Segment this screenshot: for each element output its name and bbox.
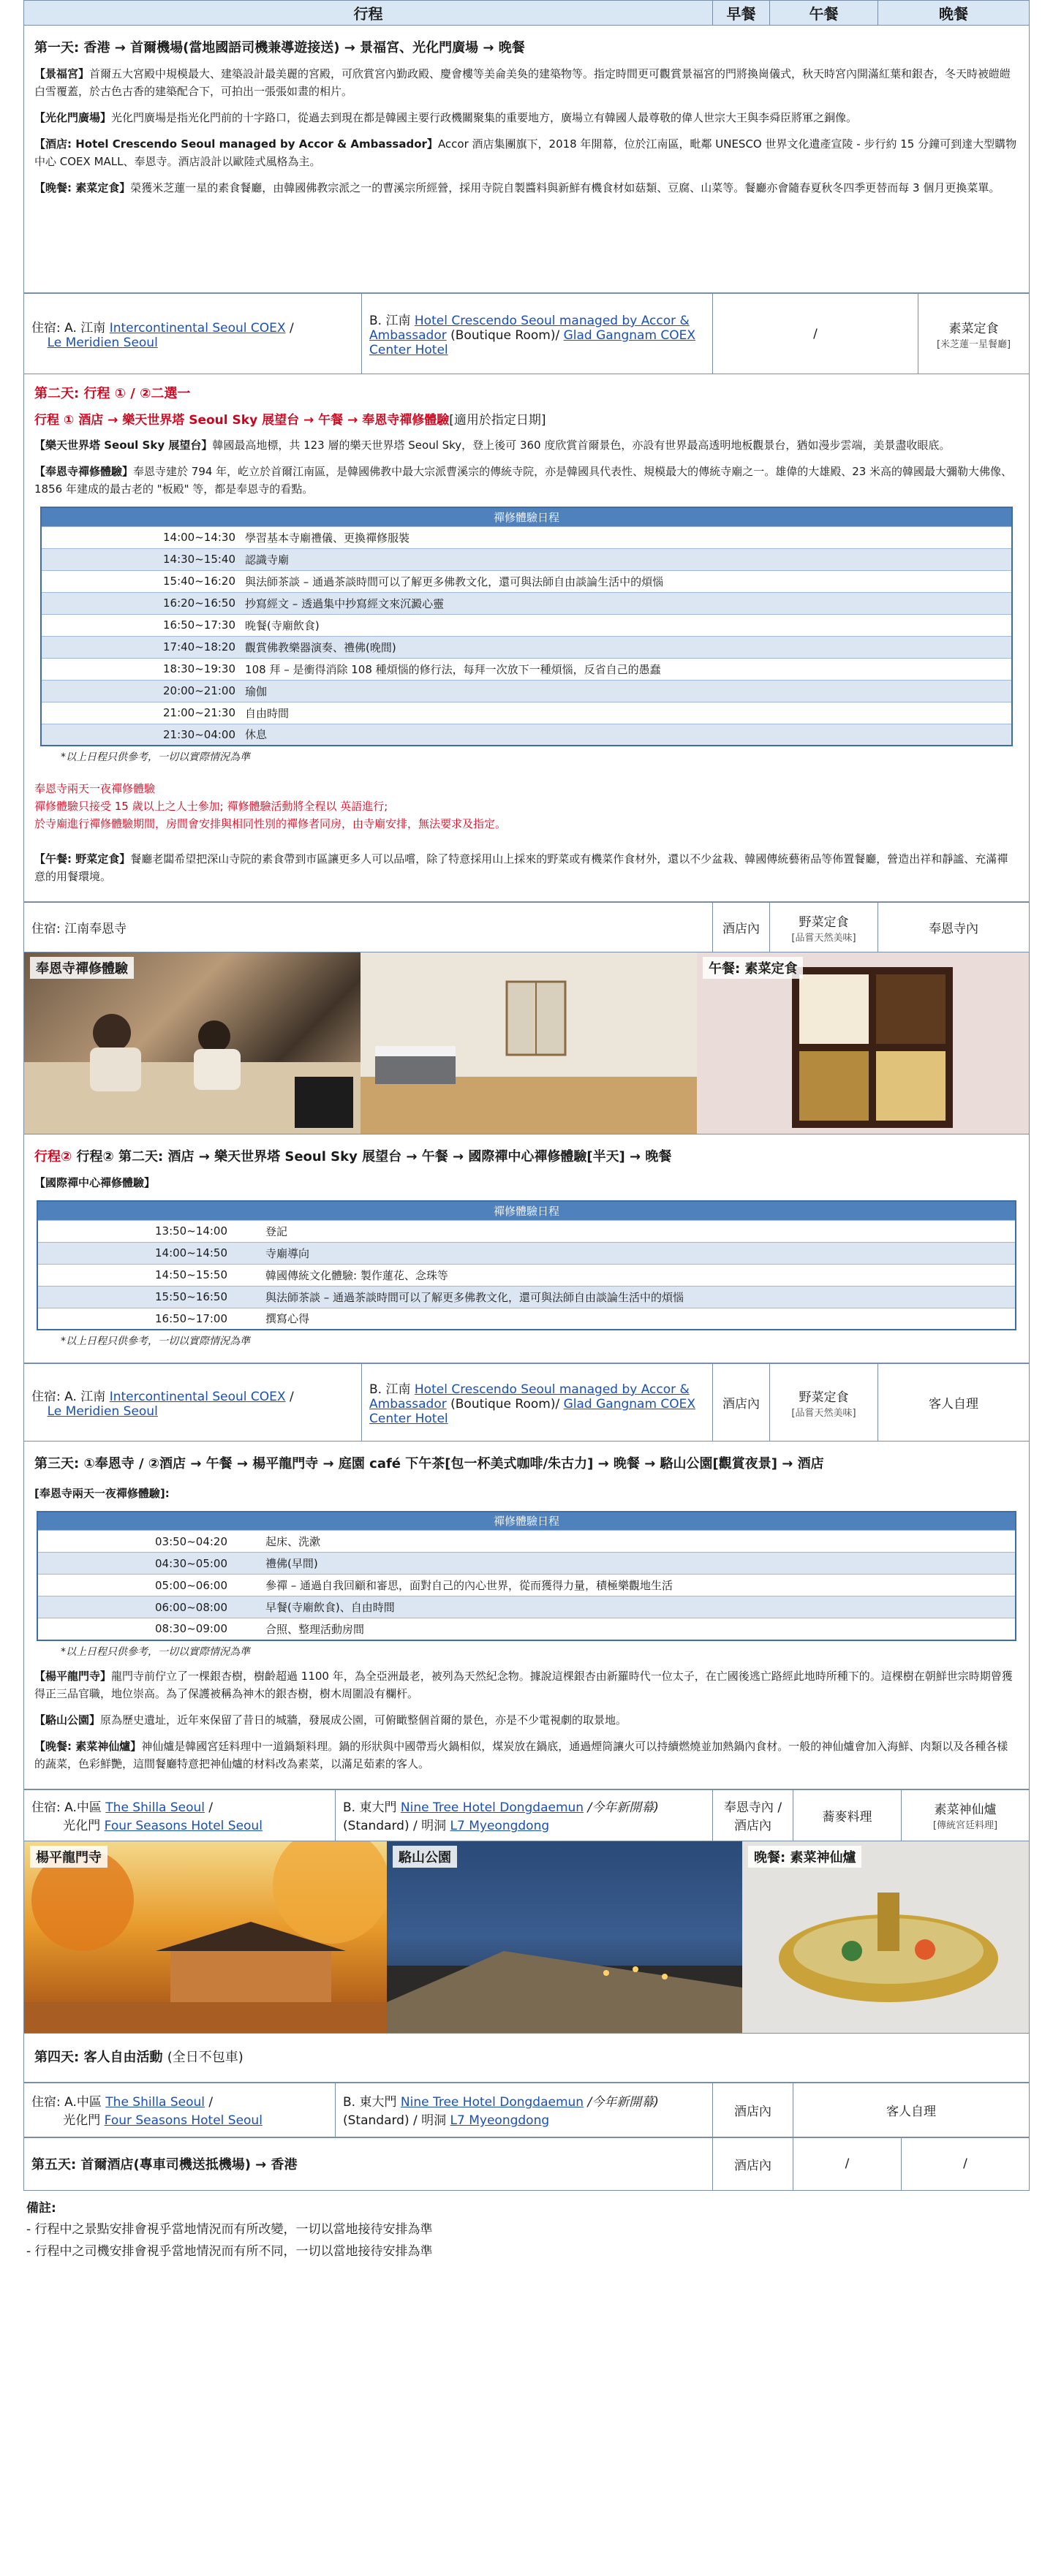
day3-dinner-desc: 【晚餐: 素菜神仙爐】神仙爐是韓國宮廷料理中一道鍋類料理。鍋的形狀與中國帶焉火鍋相似，煤炭放在鍋底，通過煙筒讓火可以持續燃燒並加熱鍋內食材。一般的神仙爐會加入海鮮、肉類以及各種各樣的蔬菜，色彩鮮艷，這間餐廳特意把神仙爐的材料改為素菜，以滿足茹素的客人。 [34,1739,1008,1770]
schedule-row [37,1596,1016,1618]
day3-photos [23,1841,1030,2033]
hotel-four-seasons-link[interactable]: Four Seasons Hotel Seoul [104,1819,263,1834]
day1-hotel-desc: 【酒店: Hotel Crescendo Seoul managed by Accor & Ambassador】Accor 酒店集團旗下，2018 年開幕，位於江南區，毗鄰 UNESCO 世界文化遺產宣陵 - 步行約 15 分鐘可到達大型購物中心 COEX MALL、奉恩寺。酒店設計以歐陸式風格為主。 [34,137,1017,168]
day2-hotel: 住宿: 江南奉恩寺 [24,903,713,952]
photo-yongmunsa [24,1841,387,2033]
day2b-zen-center: 【國際禪中心禪修體驗】 [34,1176,156,1189]
photo-sinseollo-label: 晚餐: 素菜神仙爐 [748,1846,861,1868]
day1-title: 第一天: 香港 → 首爾機場(當地國語司機兼導遊接送) → 景福宮、光化門廣場 → 晚餐 [34,40,525,56]
schedule-time: 13:50~14:00 [37,1220,257,1242]
schedule-note: *以上日程只供參考，一切以實際情況為準 [61,1645,250,1658]
schedule-desc: 學習基本寺廟禮儀、更換禪修服裝 [236,526,1012,548]
schedule-heading: 禪修體驗日程 [37,1512,1016,1531]
schedule-desc: 韓國傳統文化體驗: 製作蓮花、念珠等 [257,1264,1016,1286]
schedule-time: 16:50~17:30 [41,614,236,636]
hotel-l7-link[interactable]: L7 Myeongdong [450,1819,550,1834]
day1-gwanghwamun: 【光化門廣場】光化門廣場是指光化門前的十字路口，從過去到現在都是韓國主要行政機關聚集的重要地方，廣場立有韓國人最尊敬的偉人世宗大王與李舜臣將軍之銅像。 [34,111,858,124]
day2-lunch: 野菜定食 [品嘗天然美味] [770,903,878,952]
hotel-le-meridien-link[interactable]: Le Meridien Seoul [47,336,158,350]
schedule-desc: 休息 [236,724,1012,746]
schedule-time: 14:30~15:40 [41,548,236,570]
schedule-row [41,636,1012,658]
day1-breakfast-lunch: / [713,294,918,374]
schedule-row [41,614,1012,636]
day2-lunch-desc: 【午餐: 野菜定食】餐廳老闆希望把深山寺院的素食帶到市區讓更多人可以品嚐，除了特意採用山上採來的野菜或有機菜作食材外，還以不少盆栽、韓國傳統藝術品等佈置餐廳，營造出祥和靜謐、充滿禪意的用餐環境。 [34,852,1008,883]
day3-yongmunsa: 【楊平龍門寺】龍門寺前佇立了一棵銀杏樹，樹齡超過 1100 年，為全亞洲最老，被列為天然紀念物。據說這棵銀杏由新羅時代一位太子，在亡國後逃亡路經此地時所種下的。這棵樹在朝鮮世宗時期曾獲得正三品官職，地位崇高。為了保護被稱為神木的銀杏樹，樹木周圍設有欄杆。 [34,1669,1013,1700]
day2-dinner: 奉恩寺內 [878,903,1030,952]
schedule-desc: 撰寫心得 [257,1308,1016,1330]
day4-hotel-row: 住宿: A.中區 The Shilla Seoul / 光化門 Four Seasons Hotel Seoul B. 東大門 Nine Tree Hotel Dongdaemun /今年新開幕) (Standard) / 明洞 L7 Myeongdong 酒店內 客人自理 [23,2083,1030,2137]
hotel-glad-gangnam-link[interactable]: Glad Gangnam COEX Center Hotel [369,1397,696,1426]
day1-dinner-desc: 【晚餐: 素菜定食】榮獲米芝蓮一星的素食餐廳，由韓國佛教宗派之一的曹溪宗所經營，採用寺院自製醬料與新鮮有機食材如菇類、豆腐、山菜等。餐廳亦會隨春夏秋冬四季更替而每 3 個月更換菜單。 [34,181,1000,194]
hotel-le-meridien-link[interactable]: Le Meridien Seoul [47,1404,158,1419]
day2b-breakfast: 酒店內 [713,1364,770,1442]
day2-hotel-row [23,902,1030,952]
schedule-time: 06:00~08:00 [37,1596,257,1618]
schedule-row [41,592,1012,614]
schedule-row [41,724,1012,746]
day2-title: 第二天: 行程 ① / ②二選一 [34,386,191,401]
schedule-time: 21:30~04:00 [41,724,236,746]
day3-sub: [奉恩寺兩天一夜禪修體驗]: [34,1486,170,1500]
hotel-shilla-link[interactable]: The Shilla Seoul [105,1800,205,1816]
room-scene-icon [361,952,697,1134]
hotel-intercontinental-link[interactable]: Intercontinental Seoul COEX [109,321,286,336]
hotel-crescendo-link[interactable]: Hotel Crescendo Seoul managed by Accor & Ambassador [369,314,690,343]
day2-breakfast: 酒店內 [713,903,770,952]
photo-meditation-label: 奉恩寺禪修體驗 [30,957,134,979]
schedule-note: *以上日程只供參考，一切以實際情況為準 [61,751,250,763]
photo-naksan-label: 駱山公園 [393,1846,457,1868]
schedule-time: 16:50~17:00 [37,1308,257,1330]
schedule-heading: 禪修體驗日程 [41,507,1012,526]
schedule-desc: 早餐(寺廟飲食)、自由時間 [257,1596,1016,1618]
schedule-desc: 認識寺廟 [236,548,1012,570]
photo-meditation [24,952,361,1134]
day1-hotel-row: 住宿: A. 江南 Intercontinental Seoul COEX / Le Meridien Seoul B. 江南 Hotel Crescendo Seoul managed by Accor & Ambassador (Boutique Room)/ Glad Gangnam COEX Center Hotel / 素菜定食 [米芝蓮一星餐廳] [23,293,1030,374]
day4-section [23,2033,1030,2083]
schedule-desc: 登記 [257,1220,1016,1242]
header-itinerary: 行程 [24,1,713,26]
photo-vegetable-meal [697,952,1029,1134]
schedule-time: 03:50~04:20 [37,1531,257,1553]
hotel-l7-link[interactable]: L7 Myeongdong [450,2113,550,2129]
schedule-desc: 與法師茶談 – 通過茶談時間可以了解更多佛教文化，還可與法師自由談論生活中的煩惱 [257,1286,1016,1308]
schedule-row [41,526,1012,548]
remarks-item: - 行程中之司機安排會視乎當地情況而有所不同，一切以當地接待安排為準 [26,2244,433,2259]
schedule-row [37,1264,1016,1286]
header-breakfast: 早餐 [713,1,770,26]
day3-section [23,1442,1030,1789]
schedule-heading: 禪修體驗日程 [37,1201,1016,1220]
hotel-nine-tree-link[interactable]: Nine Tree Hotel Dongdaemun [400,1800,584,1816]
schedule-desc: 抄寫經文 – 透過集中抄寫經文來沉澱心靈 [236,592,1012,614]
day2b-schedule-table [37,1200,1016,1330]
schedule-row [37,1553,1016,1575]
schedule-time: 05:00~06:00 [37,1575,257,1596]
schedule-desc: 觀賞佛教樂器演奏、禮佛(晚間) [236,636,1012,658]
day1-section [23,26,1030,293]
schedule-desc: 參禪 – 通過自我回顧和審思，面對自己的內心世界，從而獲得力量，積極樂觀地生活 [257,1575,1016,1596]
day2-schedule-table [40,507,1013,746]
schedule-row [37,1618,1016,1640]
day5-dinner: / [902,2137,1030,2190]
photo-temple-room [361,952,697,1134]
day5-breakfast: 酒店內 [713,2137,793,2190]
schedule-row [41,702,1012,724]
schedule-desc: 寺廟導向 [257,1242,1016,1264]
photo-meal-label: 午餐: 素菜定食 [703,957,803,979]
schedule-time: 14:00~14:50 [37,1242,257,1264]
day4-breakfast: 酒店內 [713,2083,793,2137]
day2b-lunch: 野菜定食 [品嘗天然美味] [770,1364,878,1442]
schedule-time: 17:40~18:20 [41,636,236,658]
schedule-row [41,570,1012,592]
header-dinner: 晚餐 [878,1,1030,26]
day2-lotte-tower: 【樂天世界塔 Seoul Sky 展望台】韓國最高地標，共 123 層的樂天世界塔 Seoul Sky，登上後可 360 度欣賞首爾景色，亦設有世界最高透明地板觀景台，猶如漫步雲端，美景盡收眼底。 [34,439,951,452]
remarks-item: - 行程中之景點安排會視乎當地情況而有所改變，一切以當地接待安排為準 [26,2222,433,2238]
day3-schedule-table [37,1511,1016,1641]
schedule-row [41,658,1012,680]
day2-option1-title: 行程 ① 酒店 → 樂天世界塔 Seoul Sky 展望台 → 午餐 → 奉恩寺禪修體驗[適用於指定日期] [34,413,546,428]
day2-red-notice: 奉恩寺兩天一夜禪修體驗 禪修體驗只接受 15 歲以上之人士參加; 禪修體驗活動將全程以 英語進行; 於寺廟進行禪修體驗期間，房間會安排與相同性別的禪修者同房，由寺廟安排，無法要求及指定。 [34,782,507,830]
day3-dinner: 素菜神仙爐 [傳統宮廷料理] [902,1789,1030,1841]
schedule-time: 15:40~16:20 [41,570,236,592]
schedule-time: 14:00~14:30 [41,526,236,548]
schedule-time: 14:50~15:50 [37,1264,257,1286]
photo-yongmunsa-label: 楊平龍門寺 [30,1846,107,1868]
day3-lunch: 蕎麥料理 [793,1789,902,1841]
hotel-four-seasons-link[interactable]: Four Seasons Hotel Seoul [104,2113,263,2129]
yongmunsa-scene-icon [24,1841,387,2033]
schedule-desc: 與法師茶談 – 通過茶談時間可以了解更多佛教文化，還可與法師自由談論生活中的煩惱 [236,570,1012,592]
naksan-night-icon [387,1841,742,2033]
day2-photos [23,952,1030,1134]
schedule-time: 04:30~05:00 [37,1553,257,1575]
hotel-crescendo-link[interactable]: Hotel Crescendo Seoul managed by Accor & Ambassador [369,1382,690,1412]
hotel-shilla-link[interactable]: The Shilla Seoul [105,2095,205,2110]
schedule-time: 16:20~16:50 [41,592,236,614]
day2b-hotel-row: 住宿: A. 江南 Intercontinental Seoul COEX / Le Meridien Seoul B. 江南 Hotel Crescendo Seoul managed by Accor & Ambassador (Boutique Room)/ Glad Gangnam COEX Center Hotel 酒店內 野菜定食 [品嘗天然美味] 客人自理 [23,1363,1030,1442]
schedule-desc: 合照、整理活動房間 [257,1618,1016,1640]
schedule-row [37,1242,1016,1264]
schedule-desc: 瑜伽 [236,680,1012,702]
schedule-row [37,1531,1016,1553]
day2b-dinner: 客人自理 [878,1364,1030,1442]
schedule-time: 08:30~09:00 [37,1618,257,1640]
day3-naksan: 【駱山公園】原為歷史遺址，近年來保留了昔日的城牆，發展成公園，可俯瞰整個首爾的景色，亦是不少電視劇的取景地。 [34,1713,627,1727]
day3-hotel-row: 住宿: A.中區 The Shilla Seoul / 光化門 Four Seasons Hotel Seoul B. 東大門 Nine Tree Hotel Dongdaemun /今年新開幕) (Standard) / 明洞 L7 Myeongdong 奉恩寺內 / 酒店內 蕎麥料理 素菜神仙爐 [傳統宮廷料理] [23,1789,1030,1841]
schedule-desc: 晚餐(寺廟飲食) [236,614,1012,636]
day4-lunch-dinner: 客人自理 [793,2083,1030,2137]
day5-lunch: / [793,2137,902,2190]
schedule-row [37,1220,1016,1242]
schedule-time: 20:00~21:00 [41,680,236,702]
schedule-note: *以上日程只供參考，一切以實際情況為準 [61,1336,250,1347]
day2-section [23,374,1030,902]
schedule-desc: 禮佛(早間) [257,1553,1016,1575]
day5-title: 第五天: 首爾酒店(專車司機送抵機場) → 香港 [24,2137,713,2190]
header-lunch: 午餐 [770,1,878,26]
sinseollo-pot-icon [742,1841,1029,2033]
day2b-section [23,1134,1030,1363]
day2-bongeunsa: 【奉恩寺禪修體驗】奉恩寺建於 794 年，屹立於首爾江南區，是韓國佛教中最大宗派曹溪宗的傳統寺院，亦是韓國具代表性、規模最大的傳統寺廟之一。雄偉的大雄殿、23 米高的韓國最大彌勒大佛像、1856 年建成的最古老的 "板殿" 等，都是奉恩寺的看點。 [34,465,1013,496]
schedule-desc: 自由時間 [236,702,1012,724]
schedule-row [37,1308,1016,1330]
schedule-time: 15:50~16:50 [37,1286,257,1308]
bento-box-icon [697,952,1029,1134]
day3-title: 第三天: ①奉恩寺 / ②酒店 → 午餐 → 楊平龍門寺 → 庭園 café 下午茶[包一杯美式咖啡/朱古力] → 晚餐 → 駱山公園[觀賞夜景] → 酒店 [34,1456,824,1471]
schedule-time: 18:30~19:30 [41,658,236,680]
schedule-desc: 起床、洗漱 [257,1531,1016,1553]
schedule-row [37,1575,1016,1596]
day4-title: 第四天: 客人自由活動 (全日不包車) [34,2049,244,2065]
schedule-time: 21:00~21:30 [41,702,236,724]
hotel-nine-tree-link[interactable]: Nine Tree Hotel Dongdaemun [400,2095,584,2110]
photo-sinseollo [742,1841,1029,2033]
schedule-desc: 108 拜 – 是衝得消除 108 種煩惱的修行法，每拜一次放下一種煩惱，反省自己的愚蠢 [236,658,1012,680]
meditation-scene-icon [24,952,361,1134]
hotel-intercontinental-link[interactable]: Intercontinental Seoul COEX [109,1390,286,1404]
photo-naksan [387,1841,742,2033]
day1-gyeongbokgung: 【景福宮】首爾五大宮殿中規模最大、建築設計最美麗的宮殿，可欣賞宮內勤政殿、慶會樓等美侖美奐的建築物等。指定時間更可觀賞景福宮的門將換崗儀式，秋天時宮內開滿紅葉和銀杏，冬天時被皚皚白雪覆蓋，於古色古香的建築配合下，可拍出一張張如畫的相片。 [34,67,1011,98]
itinerary-header [23,0,1030,26]
schedule-row [41,680,1012,702]
day5-row [23,2137,1030,2191]
day2b-title: 行程② 行程② 第二天: 酒店 → 樂天世界塔 Seoul Sky 展望台 → 午餐 → 國際禪中心禪修體驗[半天] → 晚餐 [34,1149,672,1164]
remarks-heading: 備註: [26,2200,56,2216]
remarks [23,2191,1030,2270]
day1-dinner: 素菜定食 [米芝蓮一星餐廳] [918,294,1030,374]
day3-breakfast: 奉恩寺內 / 酒店內 [713,1789,793,1841]
schedule-row [37,1286,1016,1308]
hotel-glad-gangnam-link[interactable]: Glad Gangnam COEX Center Hotel [369,328,696,357]
schedule-row [41,548,1012,570]
